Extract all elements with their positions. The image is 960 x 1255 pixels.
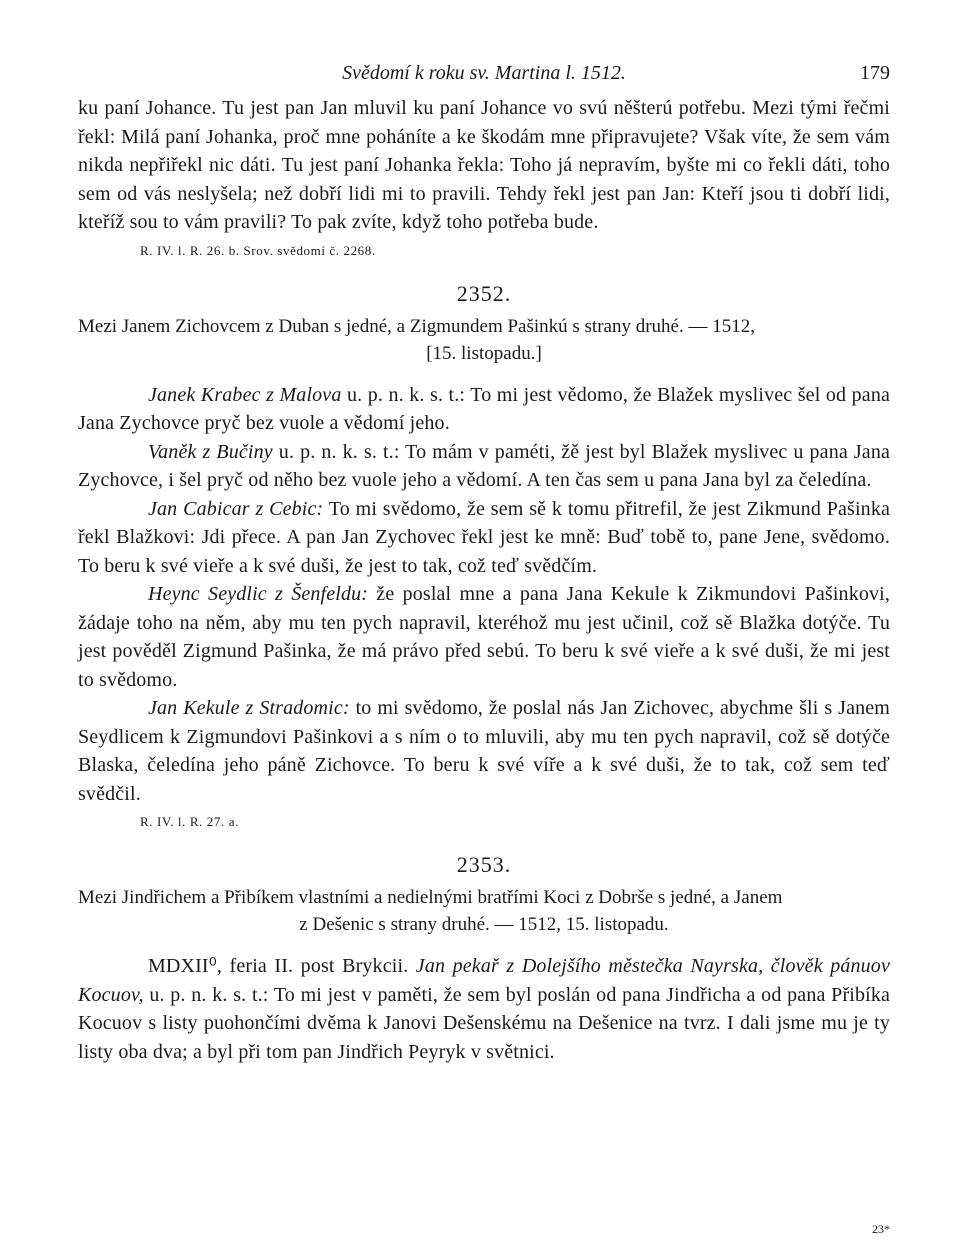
document-number-2352: 2352. <box>456 280 512 306</box>
witness-name: Vaněk z Bučiny <box>148 440 273 463</box>
testimony-paragraph <box>78 694 890 808</box>
testimony-paragraph <box>78 580 890 694</box>
summary-2353-line2: z Dešenic s strany druhé. — 1512, 15. listopadu. <box>299 914 669 935</box>
testimony-text: u. p. n. k. s. t.: To mám v paméti, žě jest byl Blažek myslivec u pana Jana Zychovce, i šel pryč od něho bez vuole jeho a vědomí. A ten čas sem u pana Jana byl za čeledína. <box>78 440 890 491</box>
page-header <box>78 62 890 94</box>
reference-2352: R. IV. l. R. 27. a. <box>140 814 239 829</box>
testimony-text: u. p. n. k. s. t.: To mi jest vědomo, že Blažek myslivec šel od pana Jana Zychovce pryč bez vuole a vědomí jeho. <box>78 383 890 434</box>
testimony-text: to mi svědomo, že poslal nás Jan Zichovec, abychme šli s Janem Seydlicem k Zigmundovi Pašinkovi a s ním o to mluvili, aby mu ten pych napravil, což sě dotýče Blaska, čeledína jeho páně Zichovce. To beru k své víře a k své duši, že to tak, což sem teď svědčil. <box>78 697 890 805</box>
testimony-paragraph <box>78 495 890 581</box>
witness-name: Jan pekař z Dolejšího městečka Nayrska, člověk pánuov Kocuov, <box>78 955 890 1006</box>
testimony-paragraph <box>78 438 890 495</box>
summary-2353 <box>78 884 890 938</box>
testimony-text: u. p. n. k. s. t.: To mi jest v paměti, že sem byl poslán od pana Jindřicha a od pana Přibíka Kocuov s listy puohončími dvěma k Janovi Dešenskému na Dešenice na tvrz. I dali jsme mu je ty listy oba dva; a byl při tom pan Jindřich Peyryk v světnici. <box>78 983 890 1063</box>
page <box>78 62 890 1066</box>
testimony-paragraph <box>78 952 890 1066</box>
signature-mark: 23* <box>872 1222 890 1236</box>
witness-name: Janek Krabec z Malova <box>148 383 342 406</box>
witness-name: Jan Kekule z Stradomic: <box>148 697 350 719</box>
running-title: Svědomí k roku sv. Martina l. 1512. <box>342 62 626 84</box>
summary-2352-line2: [15. listopadu.] <box>426 342 542 364</box>
testimony-paragraph <box>78 381 890 438</box>
document-number-2353: 2353. <box>456 852 512 877</box>
summary-2352-line1: Mezi Janem Zichovcem z Duban s jedné, a Zigmundem Pašinkú s strany druhé. — 1512, <box>78 315 755 337</box>
witness-name: Jan Cabicar z Cebic: <box>148 497 324 520</box>
summary-2353-line1: Mezi Jindřichem a Přibíkem vlastními a nedielnými bratřími Koci z Dobrše s jedné, a Janem <box>78 887 783 908</box>
intro-paragraph: ku paní Johance. Tu jest pan Jan mluvil ku paní Johance vo svú něšterú potřebu. Mezi tými řečmi řekl: Milá paní Johanka, proč mne poháníte a ke škodám mne připravujete? Však víte, že sem vám nikda nepřiřekl nic dáti. Tu jest paní Johanka řekla: Toho já nepravím, byšte mi co řekli dáti, toho sem od vás neslyšela; než dobří lidi mi to pravili. Tehdy řekl jest pan Jan: Kteří jsou ti dobří lidi, kteříž sou to vám pravili? To pak zvíte, když toho potřeba bude. <box>78 97 890 233</box>
date-prefix: MDXII⁰, feria II. post Brykcii. <box>148 955 416 977</box>
summary-2352 <box>78 313 890 367</box>
witness-name: Heync Seydlic z Šenfeldu: <box>148 583 369 605</box>
intro-reference: R. IV. l. R. 26. b. Srov. svědomí č. 2268. <box>140 242 376 258</box>
testimony-text: že poslal mne a pana Jana Kekule k Zikmundovi Pašinkovi, žádaje toho na něm, aby mu ten pych napravil, kteréhož mu jest učinil, což sě Blažka dotýče. Tu jest pověděl Zigmund Pašinka, že má právo před sebú. To beru k své vieře a k své duši, že mi jest to svědomo. <box>78 583 890 691</box>
page-number: 179 <box>860 62 890 84</box>
testimony-text: To mi svědomo, že sem sě k tomu přitrefil, že jest Zikmund Pašinka řekl Blažkovi: Jdi přece. A pan Jan Zychovec řekl jest ke mně: Buď tobě to, pane Jene, svědomo. To beru k své vieře a k své duši, že jest to tak, což teď svědčím. <box>78 497 890 577</box>
